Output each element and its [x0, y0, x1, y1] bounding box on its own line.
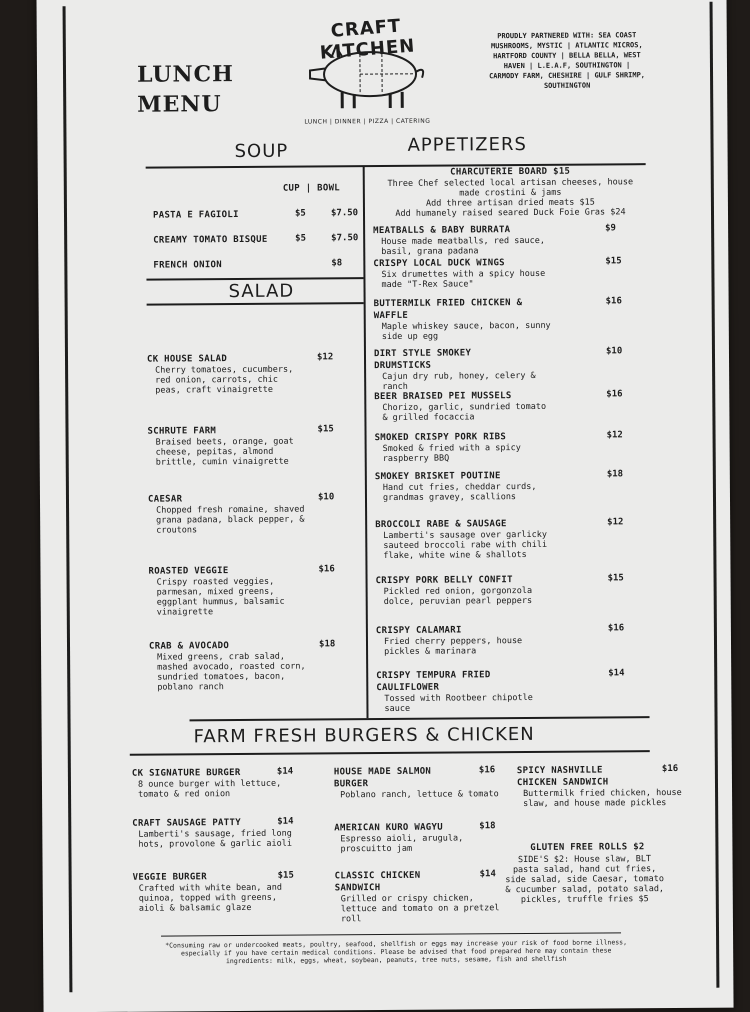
appetizer-desc: Lamberti's sausage over garlicky sauteed broccoli rabe with chili flake, white wine & shallots — [383, 529, 548, 562]
appetizer-price: $16 — [605, 296, 622, 307]
appetizer-price: $18 — [606, 469, 624, 480]
burger-name: CK SIGNATURE BURGER — [131, 768, 241, 779]
lunch-menu-title: LUNCH MENU — [136, 61, 234, 118]
appetizer-price: $9 — [605, 223, 616, 234]
burger-price: $14 — [276, 766, 294, 777]
appetizer-name: DIRT STYLE SMOKEY DRUMSTICKS — [373, 348, 472, 372]
appetizer-item — [375, 469, 645, 503]
burger-name: CRAFT SAUSAGE PATTY — [132, 818, 241, 829]
burger-name: VEGGIE BURGER — [132, 872, 208, 883]
salad-name: ROASTED VEGGIE — [148, 566, 229, 577]
burger-price: $14 — [479, 869, 496, 880]
logo-tagline: LUNCH | DINNER | PIZZA | CATERING — [304, 117, 431, 126]
soup-name: FRENCH ONION — [153, 260, 223, 271]
appetizer-item — [375, 430, 645, 464]
appetizer-name: BEER BRAISED PEI MUSSELS — [374, 391, 512, 403]
appetizer-desc: Hand cut fries, cheddar curds, grandmas gravey, scallions — [382, 481, 537, 504]
burger-item — [132, 767, 307, 800]
appetizer-desc: Tossed with Rootbeer chipotle sauce — [384, 692, 533, 715]
soup-cup-price: $5 — [294, 208, 306, 219]
burger-item — [334, 765, 509, 800]
appetizer-name: CRISPY LOCAL DUCK WINGS — [373, 258, 505, 270]
gluten-free-rolls: GLUTEN FREE ROLLS $2 — [530, 842, 645, 853]
appetizer-item — [374, 389, 644, 423]
burger-desc: 8 ounce burger with lettuce, tomato & red onion — [137, 778, 282, 800]
appetizer-price: $16 — [607, 623, 625, 634]
appetizer-name: CRISPY PORK BELLY CONFIT — [375, 575, 513, 587]
menu-paper — [36, 0, 733, 1012]
burger-price: $14 — [277, 816, 294, 827]
soup-bowl-price: $7.50 — [330, 208, 359, 219]
salad-desc: Braised beets, orange, goat cheese, pepitas, almond brittle, cumin vinaigrette — [155, 436, 294, 468]
sides-text: SIDE'S $2: House slaw, BLT pasta salad, hand cut fries, side salad, side Caesar, tomato & cucumber salad, potato salad, pickles, truffle fries $5 — [505, 854, 665, 906]
burger-name: AMERICAN KURO WAGYU — [334, 822, 443, 834]
burger-price: $16 — [661, 763, 679, 775]
appetizer-item — [374, 296, 644, 342]
appetizer-desc: Maple whiskey sauce, bacon, sunny side up egg — [381, 320, 551, 343]
appetizer-desc: Fried cherry peppers, house pickles & marinara — [383, 636, 523, 658]
appetizer-name: MEATBALLS & BABY BURRATA — [373, 225, 511, 237]
soup-row — [153, 258, 358, 273]
appetizer-name: BROCCOLI RABE & SAUSAGE — [375, 519, 507, 531]
burger-name: CLASSIC CHICKEN SANDWICH — [334, 870, 421, 894]
appetizer-price: $15 — [605, 256, 622, 267]
appetizer-price: $12 — [606, 430, 623, 441]
salad-list — [146, 352, 347, 693]
appetizer-price: $14 — [608, 668, 625, 679]
charcuterie-desc: Three Chef selected local artisan cheeses, house made crostini & jams — [387, 177, 634, 199]
salad-item — [149, 639, 349, 692]
salad-name: CRAB & AVOCADO — [148, 641, 230, 652]
appetizer-item — [373, 256, 643, 290]
burger-price: $15 — [277, 870, 294, 881]
appetizer-name: CRISPY CALAMARI — [375, 625, 462, 637]
appetizer-price: $10 — [605, 346, 623, 357]
salad-price: $15 — [317, 424, 334, 435]
appetizer-item — [376, 573, 646, 607]
salad-price: $10 — [317, 492, 335, 503]
salad-desc: Cherry tomatoes, cucumbers, red onion, carrots, chic peas, craft vinaigrette — [155, 364, 294, 396]
charcuterie-add-foie: Add humanely raised seared Duck Foie Gras $24 — [395, 207, 626, 219]
burger-desc: Buttermilk fried chicken, house slaw, and house made pickles — [523, 787, 682, 810]
burger-item — [335, 869, 510, 924]
burger-desc: Poblano ranch, lettuce & tomato — [340, 789, 499, 801]
appetizer-item — [376, 623, 646, 657]
charcuterie-add-meats: Add three artisan dried meats $15 — [425, 197, 595, 209]
burger-desc: Lamberti's sausage, fried long hots, provolone & garlic aioli — [138, 828, 292, 850]
appetizer-desc: Chorizo, garlic, sundried tomato & grilled focaccia — [382, 401, 547, 424]
salad-item — [148, 564, 348, 617]
burger-name: HOUSE MADE SALMON BURGER — [333, 766, 432, 790]
salad-price: $18 — [318, 639, 336, 650]
soup-row — [153, 208, 358, 223]
burger-item — [132, 817, 307, 850]
appetizer-item — [373, 223, 643, 257]
appetizer-item — [376, 668, 646, 714]
charcuterie-block — [378, 165, 643, 219]
salad-heading: SALAD — [228, 280, 295, 303]
salad-desc: Chopped fresh romaine, shaved grana padana, black pepper, & croutons — [156, 504, 305, 536]
soup-col-header: CUP | BOWL — [282, 183, 341, 194]
burger-price: $18 — [479, 821, 496, 832]
soup-heading: SOUP — [234, 140, 289, 163]
logo — [282, 15, 453, 129]
appetizer-desc: Pickled red onion, gorgonzola dolce, peruvian pearl peppers — [383, 585, 533, 608]
partners-text: PROUDLY PARTNERED WITH: SEA COAST MUSHROOMS, MYSTIC | ATLANTIC MICROS, HARTFORD COUNTY | BELLA BELLA, WEST HAVEN | L.E.A.F, SOUTHINGTON | CARMODY FARM, CHESHIRE | GULF SHRIMP, SOUTHINGTON — [489, 31, 646, 90]
pig-icon — [302, 42, 432, 113]
soup-row — [153, 233, 358, 248]
appetizer-name: BUTTERMILK FRIED CHICKEN & WAFFLE — [373, 298, 523, 322]
appetizers-heading: APPETIZERS — [407, 134, 527, 156]
appetizer-desc: Six drumettes with a spicy house made "T-Rex Sauce" — [381, 268, 546, 291]
appetizer-item — [375, 517, 645, 561]
appetizer-name: CRISPY TEMPURA FRIED CAULIFLOWER — [376, 670, 491, 694]
salad-item — [147, 424, 347, 467]
salad-price: $12 — [316, 352, 334, 363]
appetizer-desc: Smoked & fried with a spicy raspberry BBQ — [382, 443, 521, 465]
soup-cup-price: $5 — [295, 233, 307, 244]
appetizer-desc: House made meatballs, red sauce, basil, grana padana — [381, 235, 545, 258]
burger-desc: Grilled or crispy chicken, lettuce and tomato on a pretzel roll — [340, 893, 500, 925]
appetizer-name: SMOKED CRISPY PORK RIBS — [374, 432, 507, 444]
burger-item — [334, 821, 509, 854]
salad-item — [147, 352, 347, 395]
disclaimer: *Consuming raw or undercooked meats, poultry, seafood, shellfish or eggs may increase your risk of food borne illness, especially if you have certain medical conditions. Please be advised that food prepared here may contain these ingredients: milk, eggs, wheat, soybean, peanuts, tree nuts, sesame, fish and shellfish — [165, 938, 628, 966]
salad-item — [148, 492, 348, 535]
charcuterie-name: CHARCUTERIE BOARD $15 — [450, 166, 571, 178]
soup-bowl-price: $7.50 — [331, 233, 359, 244]
burger-price: $16 — [478, 765, 496, 776]
appetizer-price: $15 — [607, 573, 624, 584]
salad-desc: Mixed greens, crab salad, mashed avocado, roasted corn, sundried tomatoes, bacon, poblano ranch — [157, 651, 306, 693]
appetizer-item — [374, 346, 644, 392]
burger-item — [517, 764, 692, 809]
burger-name: SPICY NASHVILLE CHICKEN SANDWICH — [516, 765, 609, 789]
salad-name: CAESAR — [147, 494, 183, 505]
appetizer-price: $16 — [606, 389, 623, 400]
burger-desc: Crafted with white bean, and quinoa, topped with greens, aioli & balsamic glaze — [138, 882, 283, 914]
salad-name: CK HOUSE SALAD — [146, 354, 228, 365]
appetizer-name: SMOKEY BRISKET POUTINE — [374, 471, 501, 483]
burger-desc: Espresso aioli, arugula, proscuitto jam — [340, 833, 464, 855]
soup-name: PASTA E FAGIOLI — [152, 210, 239, 221]
salad-price: $16 — [318, 564, 335, 575]
appetizer-desc: Cajun dry rub, honey, celery & ranch — [382, 370, 536, 393]
salad-desc: Crispy roasted veggies, parmesan, mixed greens, eggplant hummus, balsamic vinaigrette — [156, 576, 285, 618]
burger-item — [133, 871, 308, 914]
soup-bowl-price: $8 — [331, 258, 343, 269]
soup-name: CREAMY TOMATO BISQUE — [153, 234, 268, 246]
burgers-heading: FARM FRESH BURGERS & CHICKEN — [193, 723, 535, 748]
appetizer-price: $12 — [607, 517, 624, 528]
salad-name: SCHRUTE FARM — [147, 426, 217, 437]
logo-title: CRAFT KITCHEN — [319, 15, 417, 64]
